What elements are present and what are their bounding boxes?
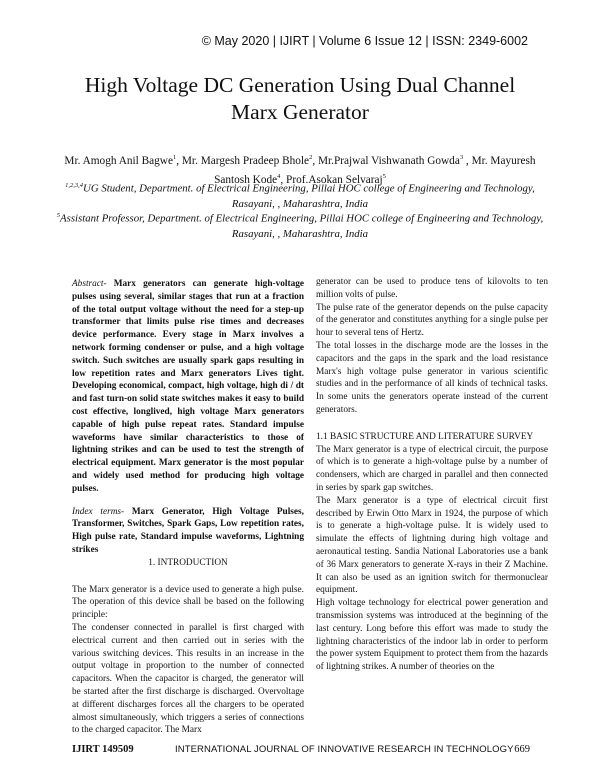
- section-heading-introduction: 1. INTRODUCTION: [148, 557, 228, 568]
- author-name: , Mr. Margesh Pradeep Bhole: [176, 154, 310, 167]
- affiliation-professor: [55, 208, 545, 242]
- journal-citation-header: © May 2020 | IJIRT | Volume 6 Issue 12 | ISSN: 2349-6002: [201, 34, 528, 48]
- footer-paper-id: IJIRT 149509: [72, 744, 134, 755]
- author-name: , Prof.Asokan Selvaraj: [280, 174, 383, 187]
- affiliation-sup: 1,2,3,4: [65, 182, 84, 189]
- affiliation-students: [55, 178, 545, 212]
- author-name: , Mr. Mayuresh Santosh Kode: [214, 154, 536, 187]
- paragraph: The total losses in the discharge mode are the losses in the capacitors and the gaps in the spark and the load resistance Marx's high voltage pulse generator in various scientific studies and in the performance of all kinds of technical tasks. In some units the generators operate instead of the current generators.: [316, 340, 548, 415]
- page-number: 669: [514, 744, 530, 755]
- paper-title: High Voltage DC Generation Using Dual Channel Marx Generator: [84, 73, 516, 124]
- paragraph: High voltage technology for electrical power generation and transmission systems was introduced at the beginning of the last century. Long before this effort was made to study the lightning characteristics of the indoor lab in order to perform the power system Equipment to protect them from the hazards of lightning strikes. A number of theories on the: [316, 598, 548, 673]
- abstract-label: Abstract-: [72, 279, 107, 289]
- index-terms-label: Index terms-: [72, 506, 125, 517]
- affiliation-sup: 5: [56, 212, 61, 219]
- author-name: Mr. Amogh Anil Bagwe: [64, 154, 173, 167]
- author-sup: 5: [382, 173, 386, 181]
- author-sup: 3: [459, 154, 464, 161]
- author-sup: 4: [277, 173, 281, 181]
- author-sup: 1: [172, 154, 177, 161]
- section-heading-basic-structure: 1.1 BASIC STRUCTURE AND LITERATURE SURVEY: [316, 431, 534, 442]
- index-terms: [72, 506, 304, 557]
- paragraph: The Marx generator is a device used to generate a high pulse. The operation of this device shall be based on the following principle:: [72, 584, 304, 621]
- affiliation-text: UG Student, Department. of Electrical Engineering, Pillai HOC college of Engineering and Technology, Rasayani, , Maharashtra, India: [83, 182, 535, 210]
- right-column: [316, 276, 548, 674]
- affiliation-text: Assistant Professor, Department. of Electrical Engineering, Pillai HOC college of Engineering and Technology, Rasayani, , Maharashtra, India: [60, 212, 544, 240]
- footer-journal-name: INTERNATIONAL JOURNAL OF INNOVATIVE RESEARCH IN TECHNOLOGY: [175, 744, 514, 755]
- author-sup: 2: [309, 154, 313, 161]
- paragraph: The pulse rate of the generator depends on the pulse capacity of the generator and constitutes anything for a single pulse per hour to several tens of Hertz.: [316, 302, 548, 339]
- abstract: [72, 278, 304, 496]
- index-terms-text: Marx Generator, High Voltage Pulses, Transformer, Switches, Spark Gaps, Low repetition rates, High pulse rate, Standard impulse waveforms, Lightning strikes: [72, 506, 304, 555]
- paragraph: generator can be used to produce tens of kilovolts to ten million volts of pulse.: [316, 277, 548, 300]
- paragraph: The Marx generator is a type of electrical circuit first described by Erwin Otto Marx in 1924, the purpose of which is to generate a high-voltage pulse. It is widely used to simulate the effects of lightning during high voltage and aeronautical testing. Sandia National Laboratories use a bank of 36 Marx generators to generate X-rays in their Z Machine. It can also be used as an ignition switch for thermonuclear equipment.: [316, 495, 548, 596]
- paragraph: The Marx generator is a type of electrical circuit, the purpose of which is to generate a high-voltage pulse by a number of condensers, which are charged in parallel and then connected in series by spark gap switches.: [316, 444, 548, 493]
- paragraph: The condenser connected in parallel is first charged with electrical current and then carried out in series with the various switching devices. This results in an increase in the output voltage in proportion to the number of connected capacitors. When the capacitor is charged, the generator will be started after the first discharge is discharged. Overvoltage at different discharges forces all the chargers to be operated almost simultaneously, which triggers a series of connections to the charged capacitor. The Marx: [72, 622, 304, 736]
- author-name: , Mr.Prajwal Vishwanath Gowda: [312, 154, 460, 167]
- left-column: [72, 278, 304, 737]
- abstract-text: Marx generators can generate high-voltage pulses using several, similar stages that run at a fraction of the total output voltage without the need for a step-up transformer that limits pulse rise times and decreases device performance. Every stage in Marx involves a network forming condenser or pulse, and a high voltage switch. Such switches are usually spark gaps resulting in low repetition rates and Marx generators Lives tight. Developing economical, compact, high voltage, high di / dt and fast turn-on solid state switches makes it easy to build cost effective, longlived, high voltage Marx generators capable of high pulse repeat rates. Standard impulse waveforms have similar characteristics to those of lightning strikes and can be used to test the strength of electrical equipment. Marx generator is the most popular and widely used method for producing high voltage pulses.: [72, 279, 304, 494]
